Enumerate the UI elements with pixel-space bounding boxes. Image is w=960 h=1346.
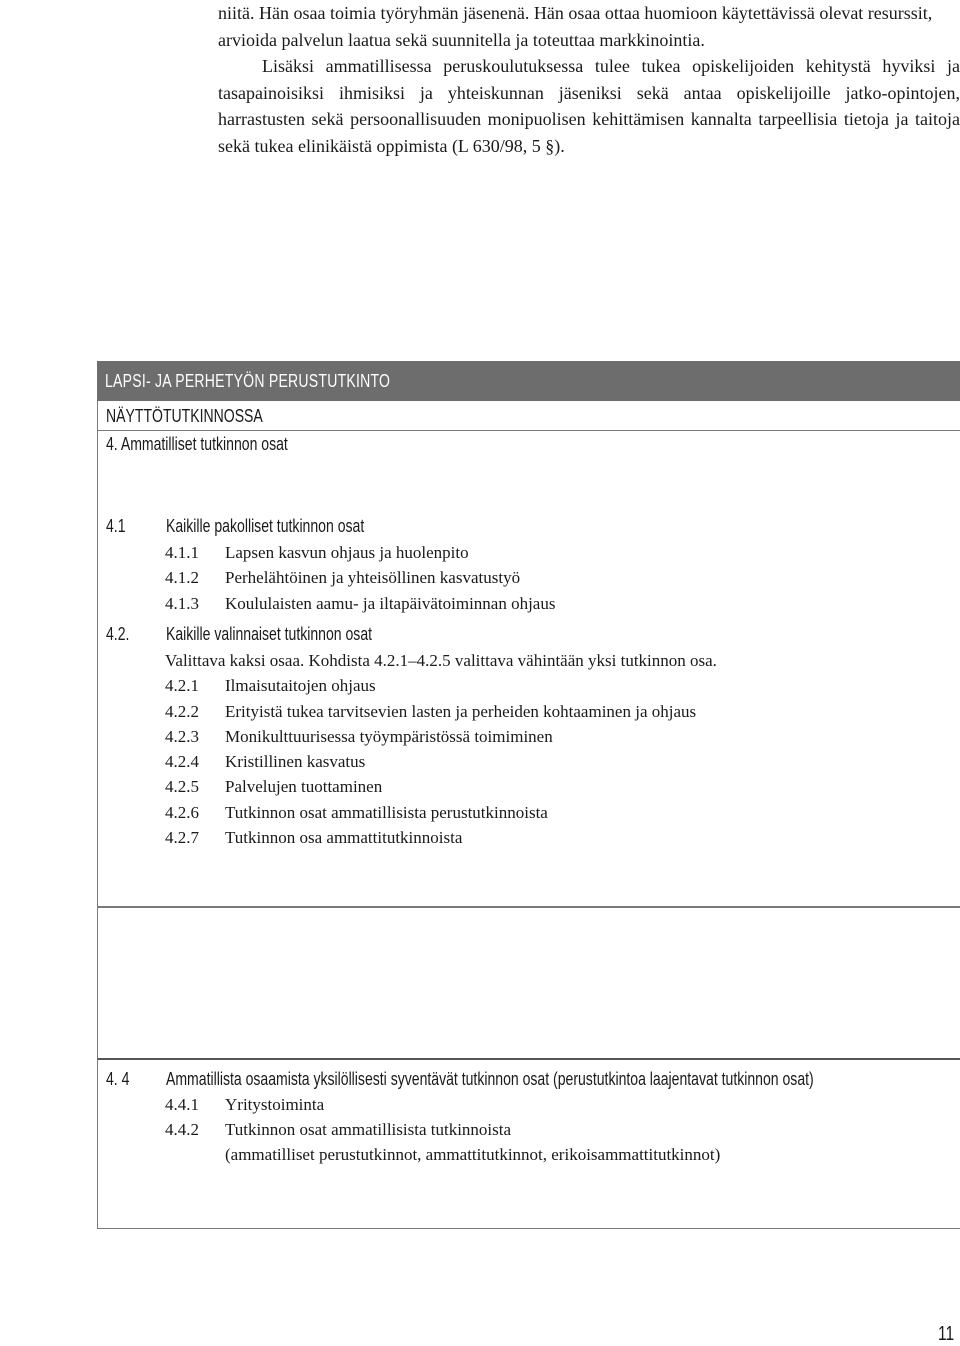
empty-section-box: [97, 907, 960, 1058]
list-item: 4.2.4: [165, 752, 199, 771]
group-label-4-2: Kaikille valinnaiset tutkinnon osat: [166, 624, 373, 644]
list-item: 4.2.5: [165, 777, 199, 796]
group-num: 4.1: [106, 516, 126, 536]
list-item: 4.4.2: [165, 1120, 199, 1139]
list-item-label: Tutkinnon osat ammatillisista perustutkinnoista: [225, 803, 548, 822]
list-item-label: Kristillinen kasvatus: [225, 752, 366, 771]
intro-text: [218, 0, 960, 159]
group-note: Valittava kaksi osaa. Kohdista 4.2.1–4.2.5 valittava vähintään yksi tutkinnon osa.: [165, 651, 717, 670]
list-item-label: Monikulttuurisessa työympäristössä toimiminen: [225, 727, 553, 746]
degree-title: LAPSI- JA PERHETYÖN PERUSTUTKINTO: [105, 371, 391, 391]
list-item: 4.2.6: [165, 803, 199, 822]
list-item-label: Koululaisten aamu- ja iltapäivätoiminnan ohjaus: [225, 594, 556, 613]
list-item: 4.2.2: [165, 702, 199, 721]
list-item: 4.2.7: [165, 828, 199, 847]
table-header-band: [97, 361, 960, 401]
group-label-4-4: Ammatillista osaamista yksilöllisesti syventävät tutkinnon osat (perustutkintoa laajentavat tutkinnon osat): [166, 1069, 814, 1089]
section-title: 4. Ammatilliset tutkinnon osat: [106, 434, 288, 454]
list-item-label: Ilmaisutaitojen ohjaus: [225, 676, 376, 695]
section-box: [97, 431, 960, 907]
list-item-label: Tutkinnon osat ammatillisista tutkinnoista: [225, 1120, 512, 1139]
list-item-label: Yritystoiminta: [225, 1095, 325, 1114]
group-num: 4. 4: [106, 1069, 130, 1089]
group-num: 4.2.: [106, 624, 130, 644]
list-item-label: Palvelujen tuottaminen: [225, 777, 383, 796]
list-item: 4.2.3: [165, 727, 199, 746]
list-item: [165, 543, 199, 563]
list-item: 4.2.1: [165, 676, 199, 695]
list-item-label: Lapsen kasvun ohjaus ja huolenpito: [225, 543, 469, 562]
item-num: 4.1.1: [165, 543, 199, 562]
page-number: 11: [938, 1323, 955, 1345]
section-box-4-4: [97, 1058, 960, 1229]
list-item: 4.4.1: [165, 1095, 199, 1114]
group-header-4-4: [106, 1069, 136, 1090]
subtitle-row: [97, 401, 960, 431]
group-note: (ammatilliset perustutkinnot, ammattitutkinnot, erikoisammattitutkinnot): [225, 1145, 721, 1164]
group-header-4-2: [106, 624, 136, 645]
list-item-label: Perhelähtöinen ja yhteisöllinen kasvatustyö: [225, 568, 521, 587]
group-header-4-1: [106, 516, 131, 537]
list-item-label: Erityistä tukea tarvitsevien lasten ja perheiden kohtaaminen ja ohjaus: [225, 702, 697, 721]
degree-subtitle: NÄYTTÖTUTKINNOSSA: [106, 406, 263, 426]
list-item: [165, 594, 199, 614]
item-num: 4.1.3: [165, 594, 199, 613]
intro-paragraph-1: niitä. Hän osaa toimia työryhmän jäsenenä. Hän osaa ottaa huomioon käytettävissä olevat resurssit, arvioida palvelun laatua sekä suunnitella ja toteuttaa markkinointia.: [218, 3, 933, 50]
group-label-4-1: Kaikille pakolliset tutkinnon osat: [166, 516, 365, 536]
intro-paragraph-2: Lisäksi ammatillisessa peruskoulutuksessa tulee tukea opiskelijoiden kehitystä hyviksi ja tasapainoisiksi ihmisiksi ja yhteiskunnan jäseniksi sekä antaa opiskelijoille jatko-opintojen, harrastusten sekä persoonallisuuden monipuolisen kehittämisen kannalta tarpeellisia tietoja ja taitoja sekä tukea elinikäistä oppimista (L 630/98, 5 §).: [218, 56, 960, 156]
list-item: [165, 568, 199, 588]
item-num: 4.1.2: [165, 568, 199, 587]
list-item-label: Tutkinnon osa ammattitutkinnoista: [225, 828, 463, 847]
